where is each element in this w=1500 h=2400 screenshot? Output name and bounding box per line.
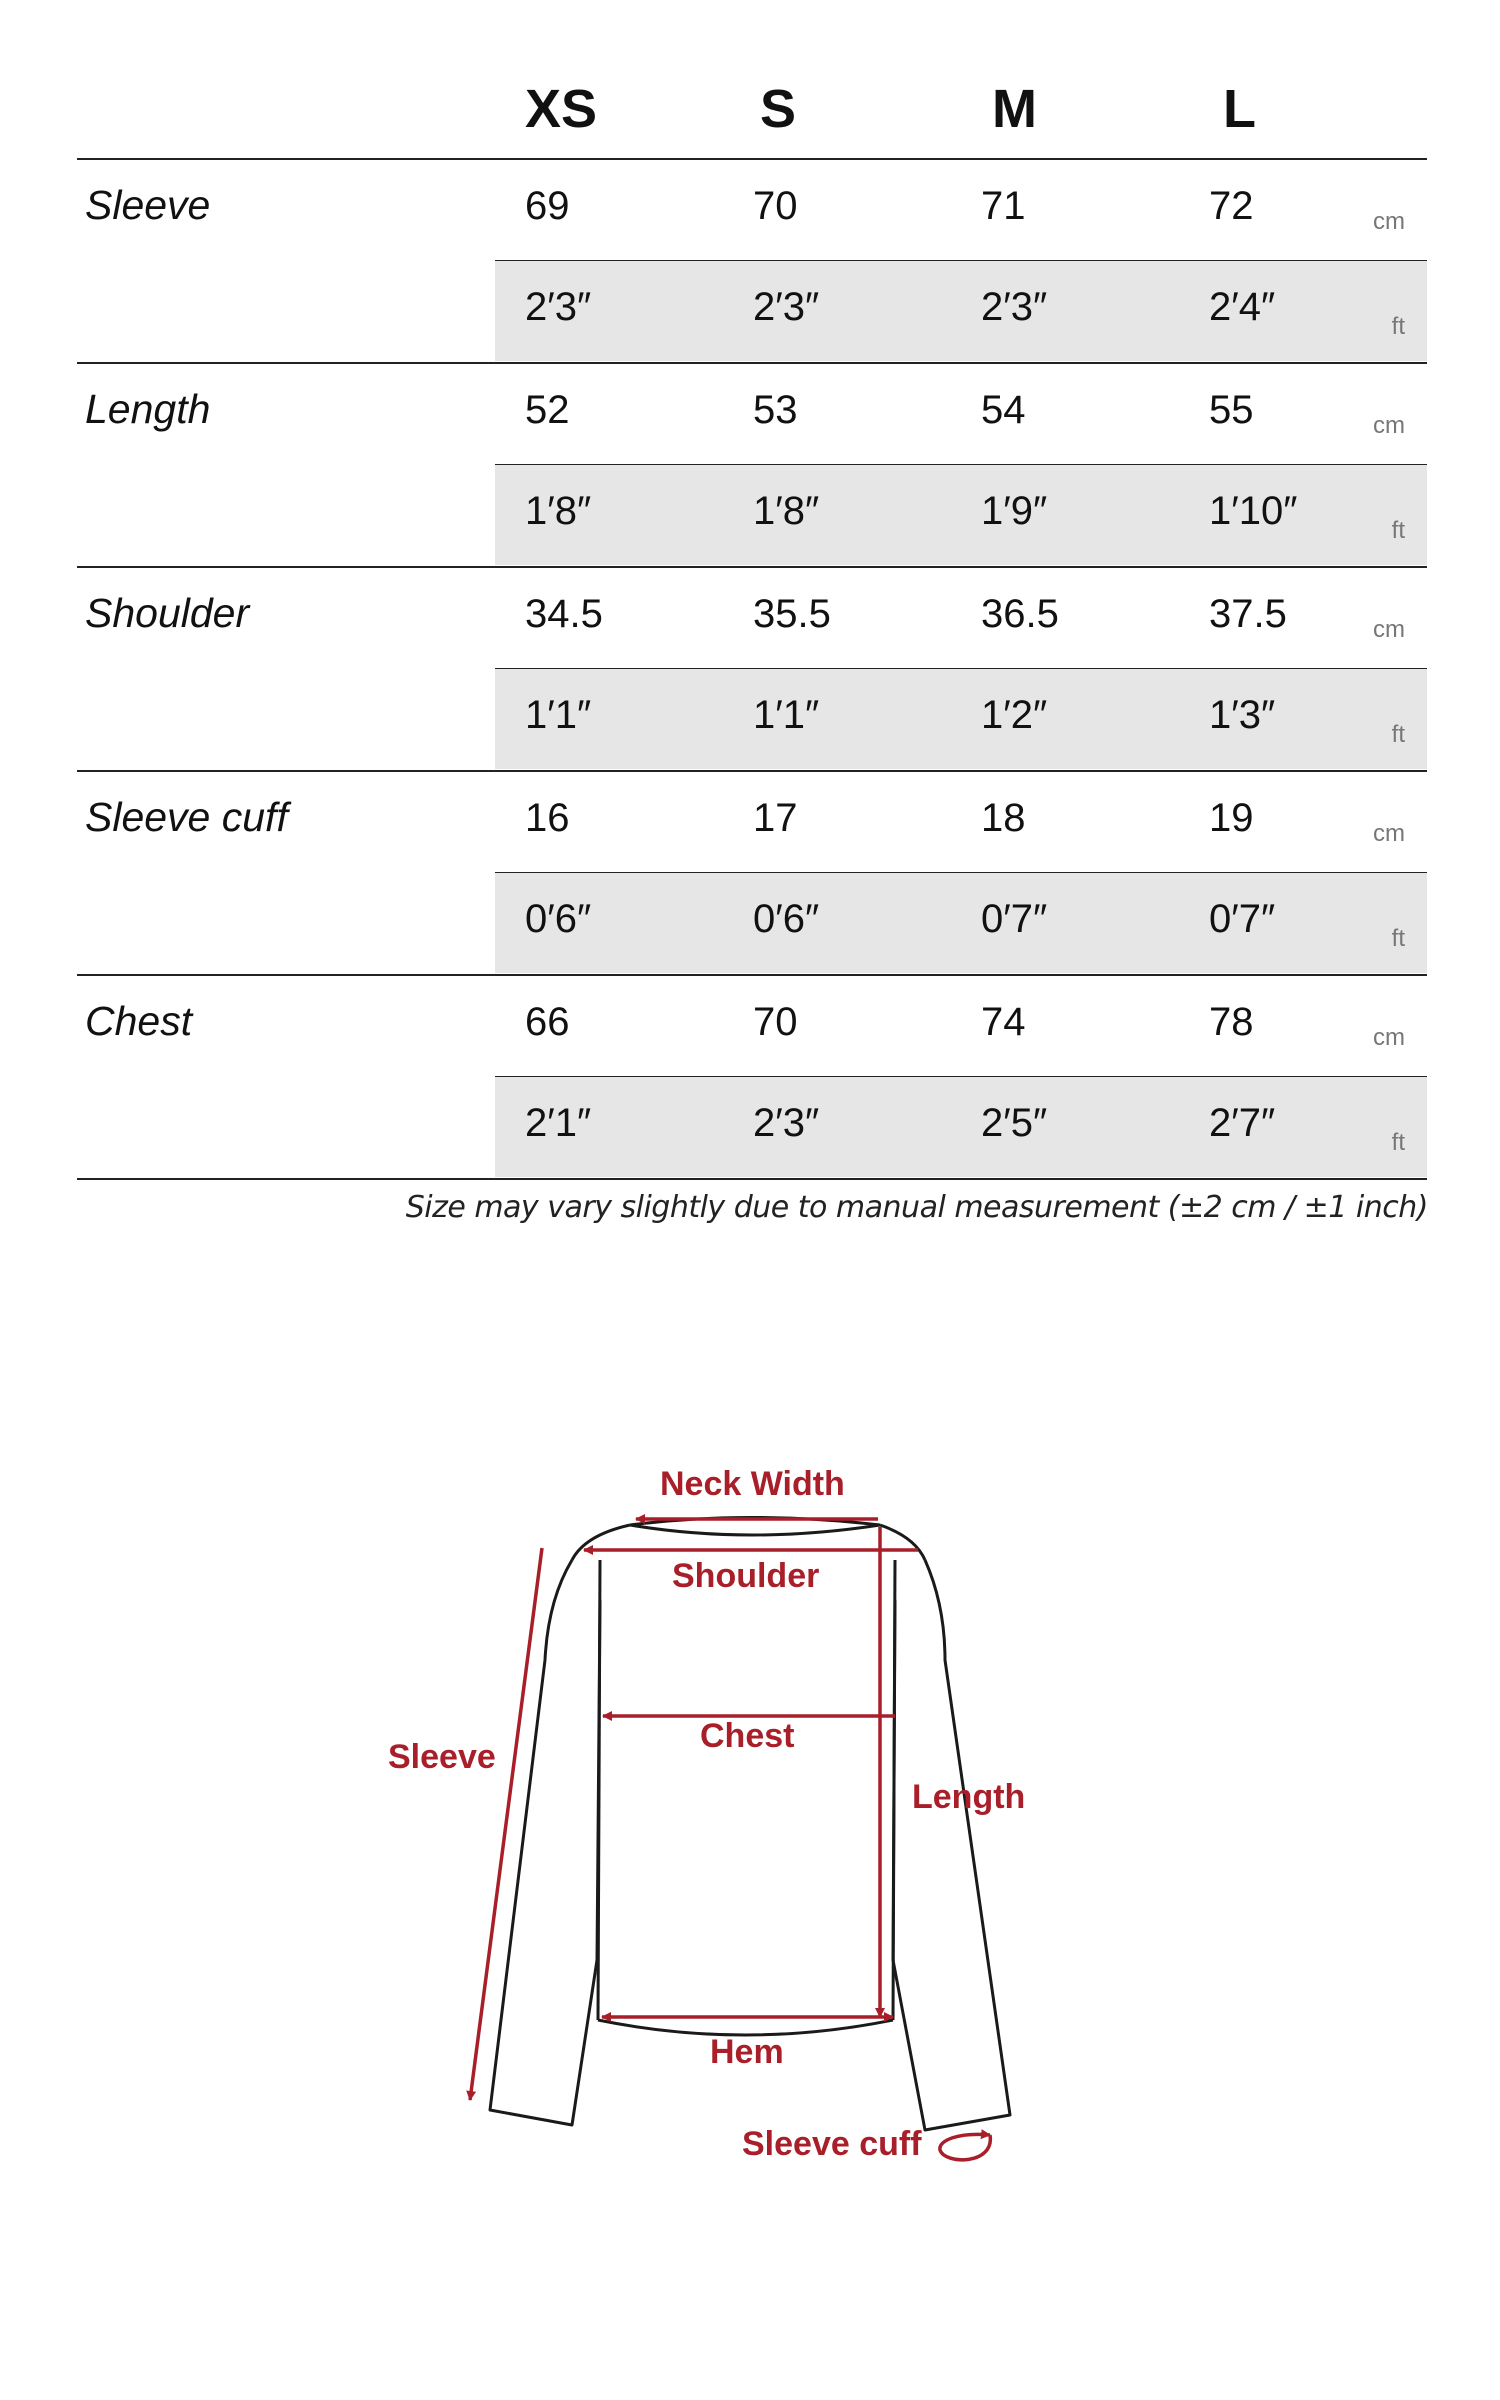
value-cell: 1′10″ xyxy=(1209,489,1298,533)
measure-group-shoulder xyxy=(77,568,1427,772)
label-hem: Hem xyxy=(710,2033,784,2071)
value-cell: 1′3″ xyxy=(1209,693,1276,737)
value-cell: 54 xyxy=(981,388,1026,432)
value-cell: 2′3″ xyxy=(753,1101,820,1145)
value-cell: 0′7″ xyxy=(981,897,1048,941)
measure-name: Sleeve xyxy=(85,182,211,228)
neckline-front xyxy=(630,1525,880,1535)
value-cell: 0′7″ xyxy=(1209,897,1276,941)
value-cell: 2′3″ xyxy=(525,285,592,329)
value-cell: 74 xyxy=(981,1000,1026,1044)
ft-row xyxy=(495,261,1427,361)
label-chest: Chest xyxy=(700,1717,795,1755)
unit-label-cm: cm xyxy=(1373,412,1405,439)
unit-label-ft: ft xyxy=(1391,925,1405,952)
unit-label-ft: ft xyxy=(1391,1129,1405,1156)
value-cell: 53 xyxy=(753,388,798,432)
value-cell: 69 xyxy=(525,184,570,228)
label-sleeve-cuff: Sleeve cuff xyxy=(742,2125,922,2163)
measure-name: Chest xyxy=(85,998,193,1044)
size-chart-table xyxy=(77,60,1427,1180)
size-header-xs: XS xyxy=(525,79,598,139)
value-cell: 2′1″ xyxy=(525,1101,592,1145)
label-length: Length xyxy=(912,1778,1026,1816)
value-cell: 1′8″ xyxy=(753,489,820,533)
cm-row xyxy=(495,160,1427,262)
unit-label-ft: ft xyxy=(1391,313,1405,340)
value-cell: 71 xyxy=(981,184,1026,228)
value-cell: 52 xyxy=(525,388,570,432)
value-cell: 2′4″ xyxy=(1209,285,1276,329)
value-cell: 36.5 xyxy=(981,592,1059,636)
value-cell: 34.5 xyxy=(525,592,603,636)
ft-row xyxy=(495,873,1427,973)
value-cell: 37.5 xyxy=(1209,592,1287,636)
measure-group-chest xyxy=(77,976,1427,1180)
value-cell: 16 xyxy=(525,796,570,840)
value-cell: 18 xyxy=(981,796,1026,840)
measure-group-sleeve-cuff xyxy=(77,772,1427,976)
cm-row xyxy=(495,976,1427,1078)
value-cell: 1′1″ xyxy=(753,693,820,737)
ft-row xyxy=(495,669,1427,769)
label-shoulder: Shoulder xyxy=(672,1557,820,1595)
value-cell: 0′6″ xyxy=(753,897,820,941)
value-cell: 35.5 xyxy=(753,592,831,636)
value-cell: 55 xyxy=(1209,388,1254,432)
garment-diagram xyxy=(0,1400,1500,2200)
unit-label-cm: cm xyxy=(1373,820,1405,847)
cm-row xyxy=(495,772,1427,874)
right-sleeve xyxy=(893,1560,1010,2130)
value-cell: 17 xyxy=(753,796,798,840)
value-cell: 1′2″ xyxy=(981,693,1048,737)
value-cell: 2′5″ xyxy=(981,1101,1048,1145)
unit-label-ft: ft xyxy=(1391,721,1405,748)
value-cell: 1′8″ xyxy=(525,489,592,533)
value-cell: 0′6″ xyxy=(525,897,592,941)
measure-name: Shoulder xyxy=(85,590,250,636)
ft-row xyxy=(495,1077,1427,1177)
measure-name: Sleeve cuff xyxy=(85,794,288,840)
value-cell: 2′7″ xyxy=(1209,1101,1276,1145)
value-cell: 70 xyxy=(753,1000,798,1044)
value-cell: 70 xyxy=(753,184,798,228)
body-right-side xyxy=(893,1560,895,2020)
left-shoulder-line xyxy=(572,1525,630,1560)
size-header-l: L xyxy=(1223,79,1256,139)
unit-label-ft: ft xyxy=(1391,517,1405,544)
measure-group-sleeve xyxy=(77,160,1427,364)
value-cell: 78 xyxy=(1209,1000,1254,1044)
unit-label-cm: cm xyxy=(1373,208,1405,235)
right-shoulder-line xyxy=(880,1525,925,1560)
size-header-s: S xyxy=(760,79,797,139)
value-cell: 1′1″ xyxy=(525,693,592,737)
ft-row xyxy=(495,465,1427,565)
left-sleeve xyxy=(490,1560,600,2125)
unit-label-cm: cm xyxy=(1373,616,1405,643)
unit-label-cm: cm xyxy=(1373,1024,1405,1051)
cm-row xyxy=(495,364,1427,466)
body-left-side xyxy=(598,1560,600,2020)
label-neck-width: Neck Width xyxy=(660,1465,845,1503)
measurement-note: Size may vary slightly due to manual measurement (±2 cm / ±1 inch) xyxy=(405,1190,1428,1225)
garment-svg xyxy=(0,1400,1500,2200)
sleeve-arrow xyxy=(470,1548,542,2100)
size-header-row xyxy=(77,60,1427,160)
cm-row xyxy=(495,568,1427,670)
value-cell: 2′3″ xyxy=(753,285,820,329)
value-cell: 72 xyxy=(1209,184,1254,228)
value-cell: 1′9″ xyxy=(981,489,1048,533)
value-cell: 2′3″ xyxy=(981,285,1048,329)
measure-group-length xyxy=(77,364,1427,568)
label-sleeve: Sleeve xyxy=(388,1738,496,1776)
sleeve-cuff-arrow xyxy=(940,2134,990,2159)
value-cell: 66 xyxy=(525,1000,570,1044)
value-cell: 19 xyxy=(1209,796,1254,840)
size-header-m: M xyxy=(992,79,1037,139)
measure-name: Length xyxy=(85,386,211,432)
